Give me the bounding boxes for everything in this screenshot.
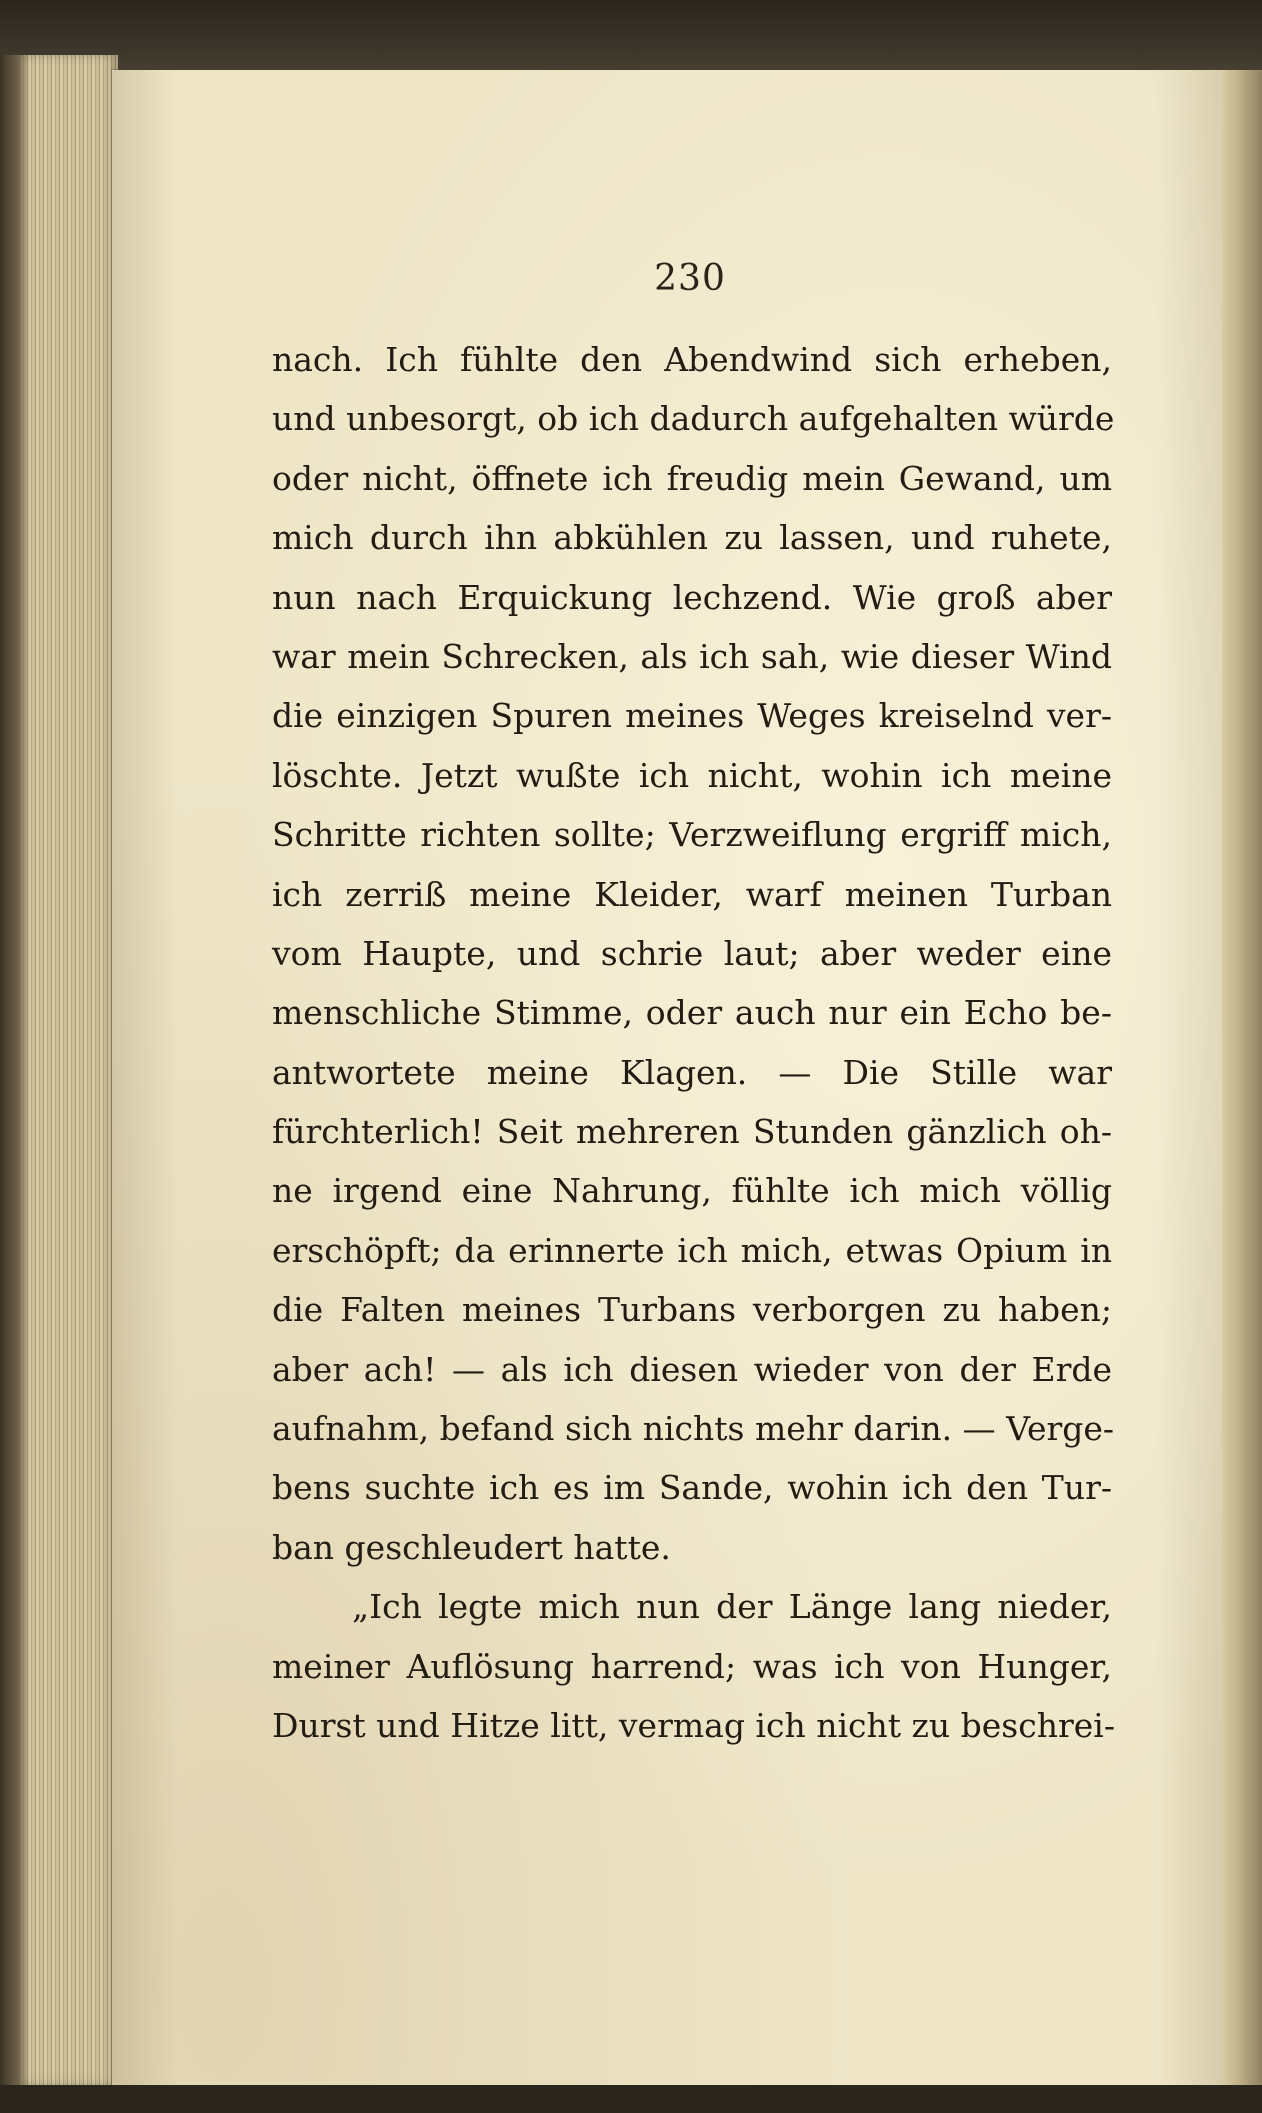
text-line: ban geschleudert hatte. xyxy=(272,1527,671,1567)
book-cover-top xyxy=(0,0,1262,78)
text-line: nach. Ich fühlte den Abendwind sich erheben, xyxy=(272,340,1112,379)
next-leaf-edge xyxy=(1222,70,1262,2085)
text-line: mich durch ihn abkühlen zu lassen, und ruhete, xyxy=(272,518,1112,558)
text-line: „Ich legte mich nun der Länge lang nieder, xyxy=(352,1587,1112,1627)
text-line: antwortete meine Klagen. — Die Stille war xyxy=(272,1052,1112,1092)
text-line: und unbesorgt, ob ich dadurch aufgehalten würde xyxy=(272,399,1115,439)
text-line: erschöpft; da erinnerte ich mich, etwas Opium in xyxy=(272,1230,1112,1270)
text-line: meiner Auflösung harrend; was ich von Hunger, xyxy=(272,1646,1112,1686)
body-text xyxy=(272,330,1115,1755)
text-line: Schritte richten sollte; Verzweiflung ergriff mich, xyxy=(272,815,1112,855)
text-line: ne irgend eine Nahrung, fühlte ich mich völlig xyxy=(272,1171,1112,1211)
text-line: ich zerriß meine Kleider, warf meinen Turban xyxy=(272,874,1112,914)
text-line: bens suchte ich es im Sande, wohin ich den Tur- xyxy=(272,1468,1112,1508)
text-line: löschte. Jetzt wußte ich nicht, wohin ich meine xyxy=(272,755,1112,795)
page-number: 230 xyxy=(654,258,726,299)
text-line: aufnahm, befand sich nichts mehr darin. — Verge- xyxy=(272,1409,1115,1449)
text-line: die Falten meines Turbans verborgen zu haben; xyxy=(272,1290,1112,1330)
text-line: war mein Schrecken, als ich sah, wie dieser Wind xyxy=(272,636,1112,676)
text-line: nun nach Erquickung lechzend. Wie groß aber xyxy=(272,577,1112,617)
spine-shadow xyxy=(0,55,30,2085)
text-line: aber ach! — als ich diesen wieder von der Erde xyxy=(272,1349,1112,1389)
text-line: oder nicht, öffnete ich freudig mein Gewand, um xyxy=(272,458,1112,498)
text-line: menschliche Stimme, oder auch nur ein Echo be- xyxy=(272,993,1112,1033)
text-line: Durst und Hitze litt, vermag ich nicht zu beschrei- xyxy=(272,1705,1115,1745)
text-line: vom Haupte, und schrie laut; aber weder eine xyxy=(272,933,1112,973)
bottom-shadow xyxy=(0,2085,1262,2113)
text-line: fürchterlich! Seit mehreren Stunden gänzlich oh- xyxy=(272,1112,1112,1152)
text-line: die einzigen Spuren meines Weges kreiselnd ver- xyxy=(272,696,1112,736)
